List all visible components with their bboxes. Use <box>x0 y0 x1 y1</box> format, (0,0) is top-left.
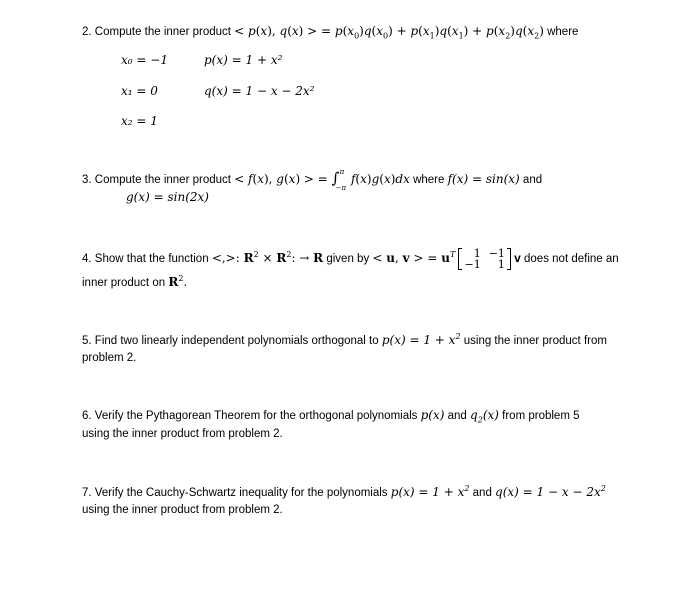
problem-6-number: 6. <box>82 410 92 422</box>
matrix-cell: −1 <box>488 247 505 260</box>
problem-7-text1: Verify the Cauchy-Schwartz inequality for the polynomials <box>94 487 388 499</box>
problem-6-line-2: using the inner product from problem 2. <box>82 428 283 440</box>
problem-6-text1: Verify the Pythagorean Theorem for the orthogonal polynomials <box>94 410 418 422</box>
problem-2-number: 2. <box>82 26 92 38</box>
problem-4-line2-text: inner product on <box>82 277 166 289</box>
problem-4-line-2 <box>82 272 187 293</box>
problem-3-and: and <box>522 174 543 186</box>
right-bracket <box>507 248 511 270</box>
x0-definition: x₀ = −1 <box>121 53 168 67</box>
x1-definition: x₁ = 0 <box>121 84 158 98</box>
problem-3-formula: < f(x), g(x) > = ∫ π −π f(x)g(x)dx <box>234 168 410 192</box>
problem-4-number: 4. <box>82 253 92 266</box>
problem-3-where: where <box>413 174 445 186</box>
p-formula: $p(x) = 1 + x^2$ <box>390 484 470 499</box>
problem-7-and: and <box>472 487 492 499</box>
problem-5-text2: using the inner product from <box>463 335 607 347</box>
problem-7-line-2: using the inner product from problem 2. <box>82 504 283 516</box>
r2-symbol: $R^2$. <box>168 274 188 289</box>
q-definition: q(x) = 1 − x − 2x² <box>204 84 315 98</box>
left-bracket <box>458 248 462 270</box>
matrix-cell: −1 <box>464 258 481 271</box>
q-formula: $q(x) = 1 - x - 2x^2$ <box>495 484 606 499</box>
problem-5-statement <box>82 330 607 351</box>
problem-5-number: 5. <box>82 335 92 347</box>
problem-7-number: 7. <box>82 487 92 499</box>
problem-2-statement <box>82 21 578 42</box>
integral-sign: ∫ π −π <box>331 168 347 192</box>
f-definition: f(x) = sin(x) <box>447 172 520 186</box>
problem-4-given-by: given by <box>326 253 370 266</box>
bilinear-form: < u, v > = $u^T$ <box>372 250 456 266</box>
problem-5-line-2: problem 2. <box>82 352 137 364</box>
problem-3-intro: Compute the inner product <box>94 174 231 186</box>
problem-4-tail: does not define an <box>524 253 619 266</box>
problem-6-text2: from problem 5 <box>502 410 580 422</box>
vector-v: v <box>514 251 521 266</box>
q2-symbol: $q_2(x)$ <box>470 408 499 425</box>
problem-6-statement <box>82 405 580 426</box>
function-signature: <,>: $R^2 \times R^2$: → R <box>211 250 324 266</box>
problem-4-intro: Show that the function <box>94 253 209 266</box>
matrix-cell: 1 <box>497 258 505 271</box>
p-symbol: p(x) <box>420 408 445 422</box>
problem-2-formula: < p(x), q(x) > = $p(x_0)q(x_0) + p(x_1)q(x_1) + p(x_2)q(x_2)$ <box>234 24 544 41</box>
coefficient-matrix <box>460 248 508 270</box>
problem-6-and: and <box>447 410 467 422</box>
p-definition: p(x) = 1 + x² <box>204 53 283 67</box>
problem-5-text1: Find two linearly independent polynomials orthogonal to <box>94 335 379 347</box>
problem-2-intro: Compute the inner product <box>94 26 231 38</box>
problem-4-statement <box>82 248 619 270</box>
matrix-cell: 1 <box>473 247 481 260</box>
g-definition: g(x) = sin(2x) <box>126 190 209 204</box>
problem-2-where: where <box>547 26 579 38</box>
x2-definition: x₂ = 1 <box>121 114 158 128</box>
problem-3-number: 3. <box>82 174 92 186</box>
p-formula: $p(x) = 1 + x^2$ <box>381 332 461 347</box>
